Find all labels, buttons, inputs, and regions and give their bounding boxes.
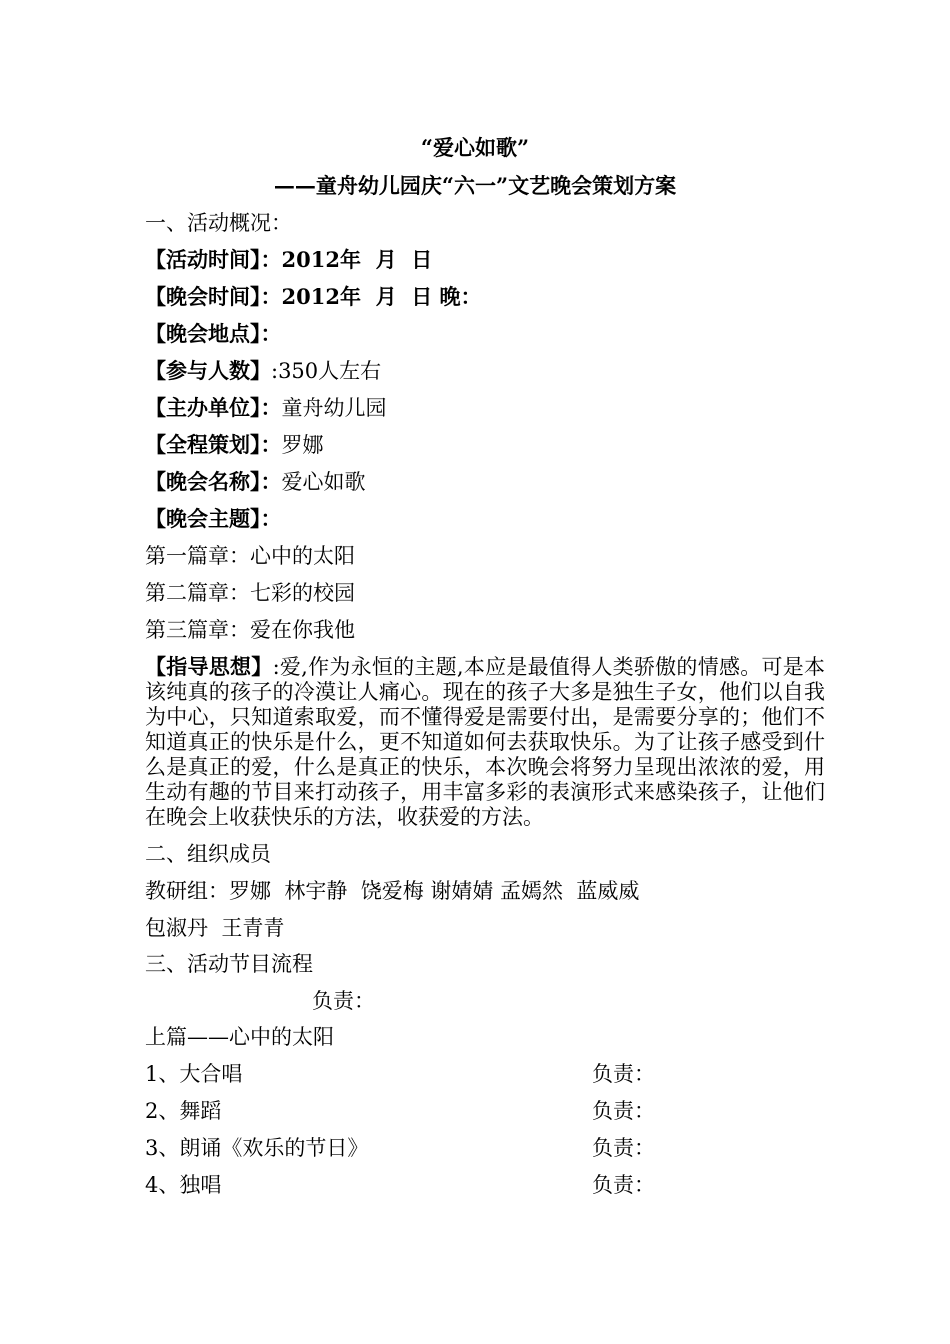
- chapter-2: 第二篇章：七彩的校园: [145, 581, 355, 605]
- field-theme: [145, 506, 282, 532]
- document-subtitle: ——童舟幼儿园庆“六一”文艺晚会策划方案: [273, 173, 677, 198]
- field-label: 【主办单位】：: [145, 395, 282, 420]
- program-item-3: 3、朗诵《欢乐的节日》: [145, 1136, 369, 1160]
- field-value: :350人左右: [271, 359, 382, 383]
- field-value: 2012年 月 日: [281, 247, 433, 272]
- field-party-name: [145, 469, 366, 495]
- program-responsible-3: 负责：: [592, 1136, 655, 1160]
- field-label: 【晚会时间】：: [145, 284, 282, 309]
- field-value: 童舟幼儿园: [281, 396, 387, 420]
- field-planner: [145, 432, 324, 458]
- program-item-1: 1、大合唱: [145, 1062, 243, 1086]
- field-label: 【全程策划】：: [145, 432, 282, 457]
- field-label: 【晚会主题】：: [145, 506, 282, 531]
- program-item-2: 2、舞蹈: [145, 1099, 222, 1123]
- field-value: 2012年 月 日 晚：: [281, 284, 482, 309]
- part1-title: 上篇——心中的太阳: [145, 1025, 334, 1049]
- program-item-4: 4、独唱: [145, 1173, 222, 1197]
- guiding-label: 【指导思想】: [145, 654, 273, 679]
- field-label: 【参与人数】: [145, 358, 271, 383]
- guiding-ideology-paragraph: [145, 654, 825, 830]
- program-responsible-4: 负责：: [592, 1173, 655, 1197]
- field-value: 爱心如歌: [281, 470, 366, 494]
- guiding-text: :爱,作为永恒的主题,本应是最值得人类骄傲的情感。可是本该纯真的孩子的冷漠让人痛心。现在的孩子大多是独生子女，他们以自我为中心，只知道索取爱，而不懂得爱是需要付出，是需要分享的；他们不知道真正的快乐是什么，更不知道如何去获取快乐。为了让孩子感受到什么是真正的爱，什么是真正的快乐，本次晚会将努力呈现出浓浓的爱，用生动有趣的节目来打动孩子，用丰富多彩的表演形式来感染孩子，让他们在晚会上收获快乐的方法，收获爱的方法。: [145, 655, 825, 829]
- field-label: 【活动时间】：: [145, 247, 282, 272]
- program-responsible-1: 负责：: [592, 1062, 655, 1086]
- responsible-top: 负责：: [312, 989, 375, 1013]
- section-heading-program: 三、活动节目流程: [145, 952, 313, 976]
- document-title: “爱心如歌”: [420, 135, 530, 160]
- field-value: 罗娜: [281, 433, 324, 457]
- field-activity-time: [145, 247, 432, 273]
- section-heading-overview: 一、活动概况：: [145, 211, 292, 235]
- chapter-3: 第三篇章：爱在你我他: [145, 618, 355, 642]
- field-label: 【晚会名称】：: [145, 469, 282, 494]
- field-venue: [145, 321, 282, 347]
- program-responsible-2: 负责：: [592, 1099, 655, 1123]
- members-line-1: 教研组：罗娜 林宇静 饶爱梅 谢婧婧 孟嫣然 蓝威威: [145, 879, 640, 903]
- field-participants: [145, 358, 381, 384]
- field-label: 【晚会地点】：: [145, 321, 282, 346]
- members-line-2: 包淑丹 王青青: [145, 916, 285, 940]
- field-party-time: [145, 284, 482, 310]
- chapter-1: 第一篇章：心中的太阳: [145, 544, 355, 568]
- section-heading-members: 二、组织成员: [145, 842, 271, 866]
- field-host: [145, 395, 387, 421]
